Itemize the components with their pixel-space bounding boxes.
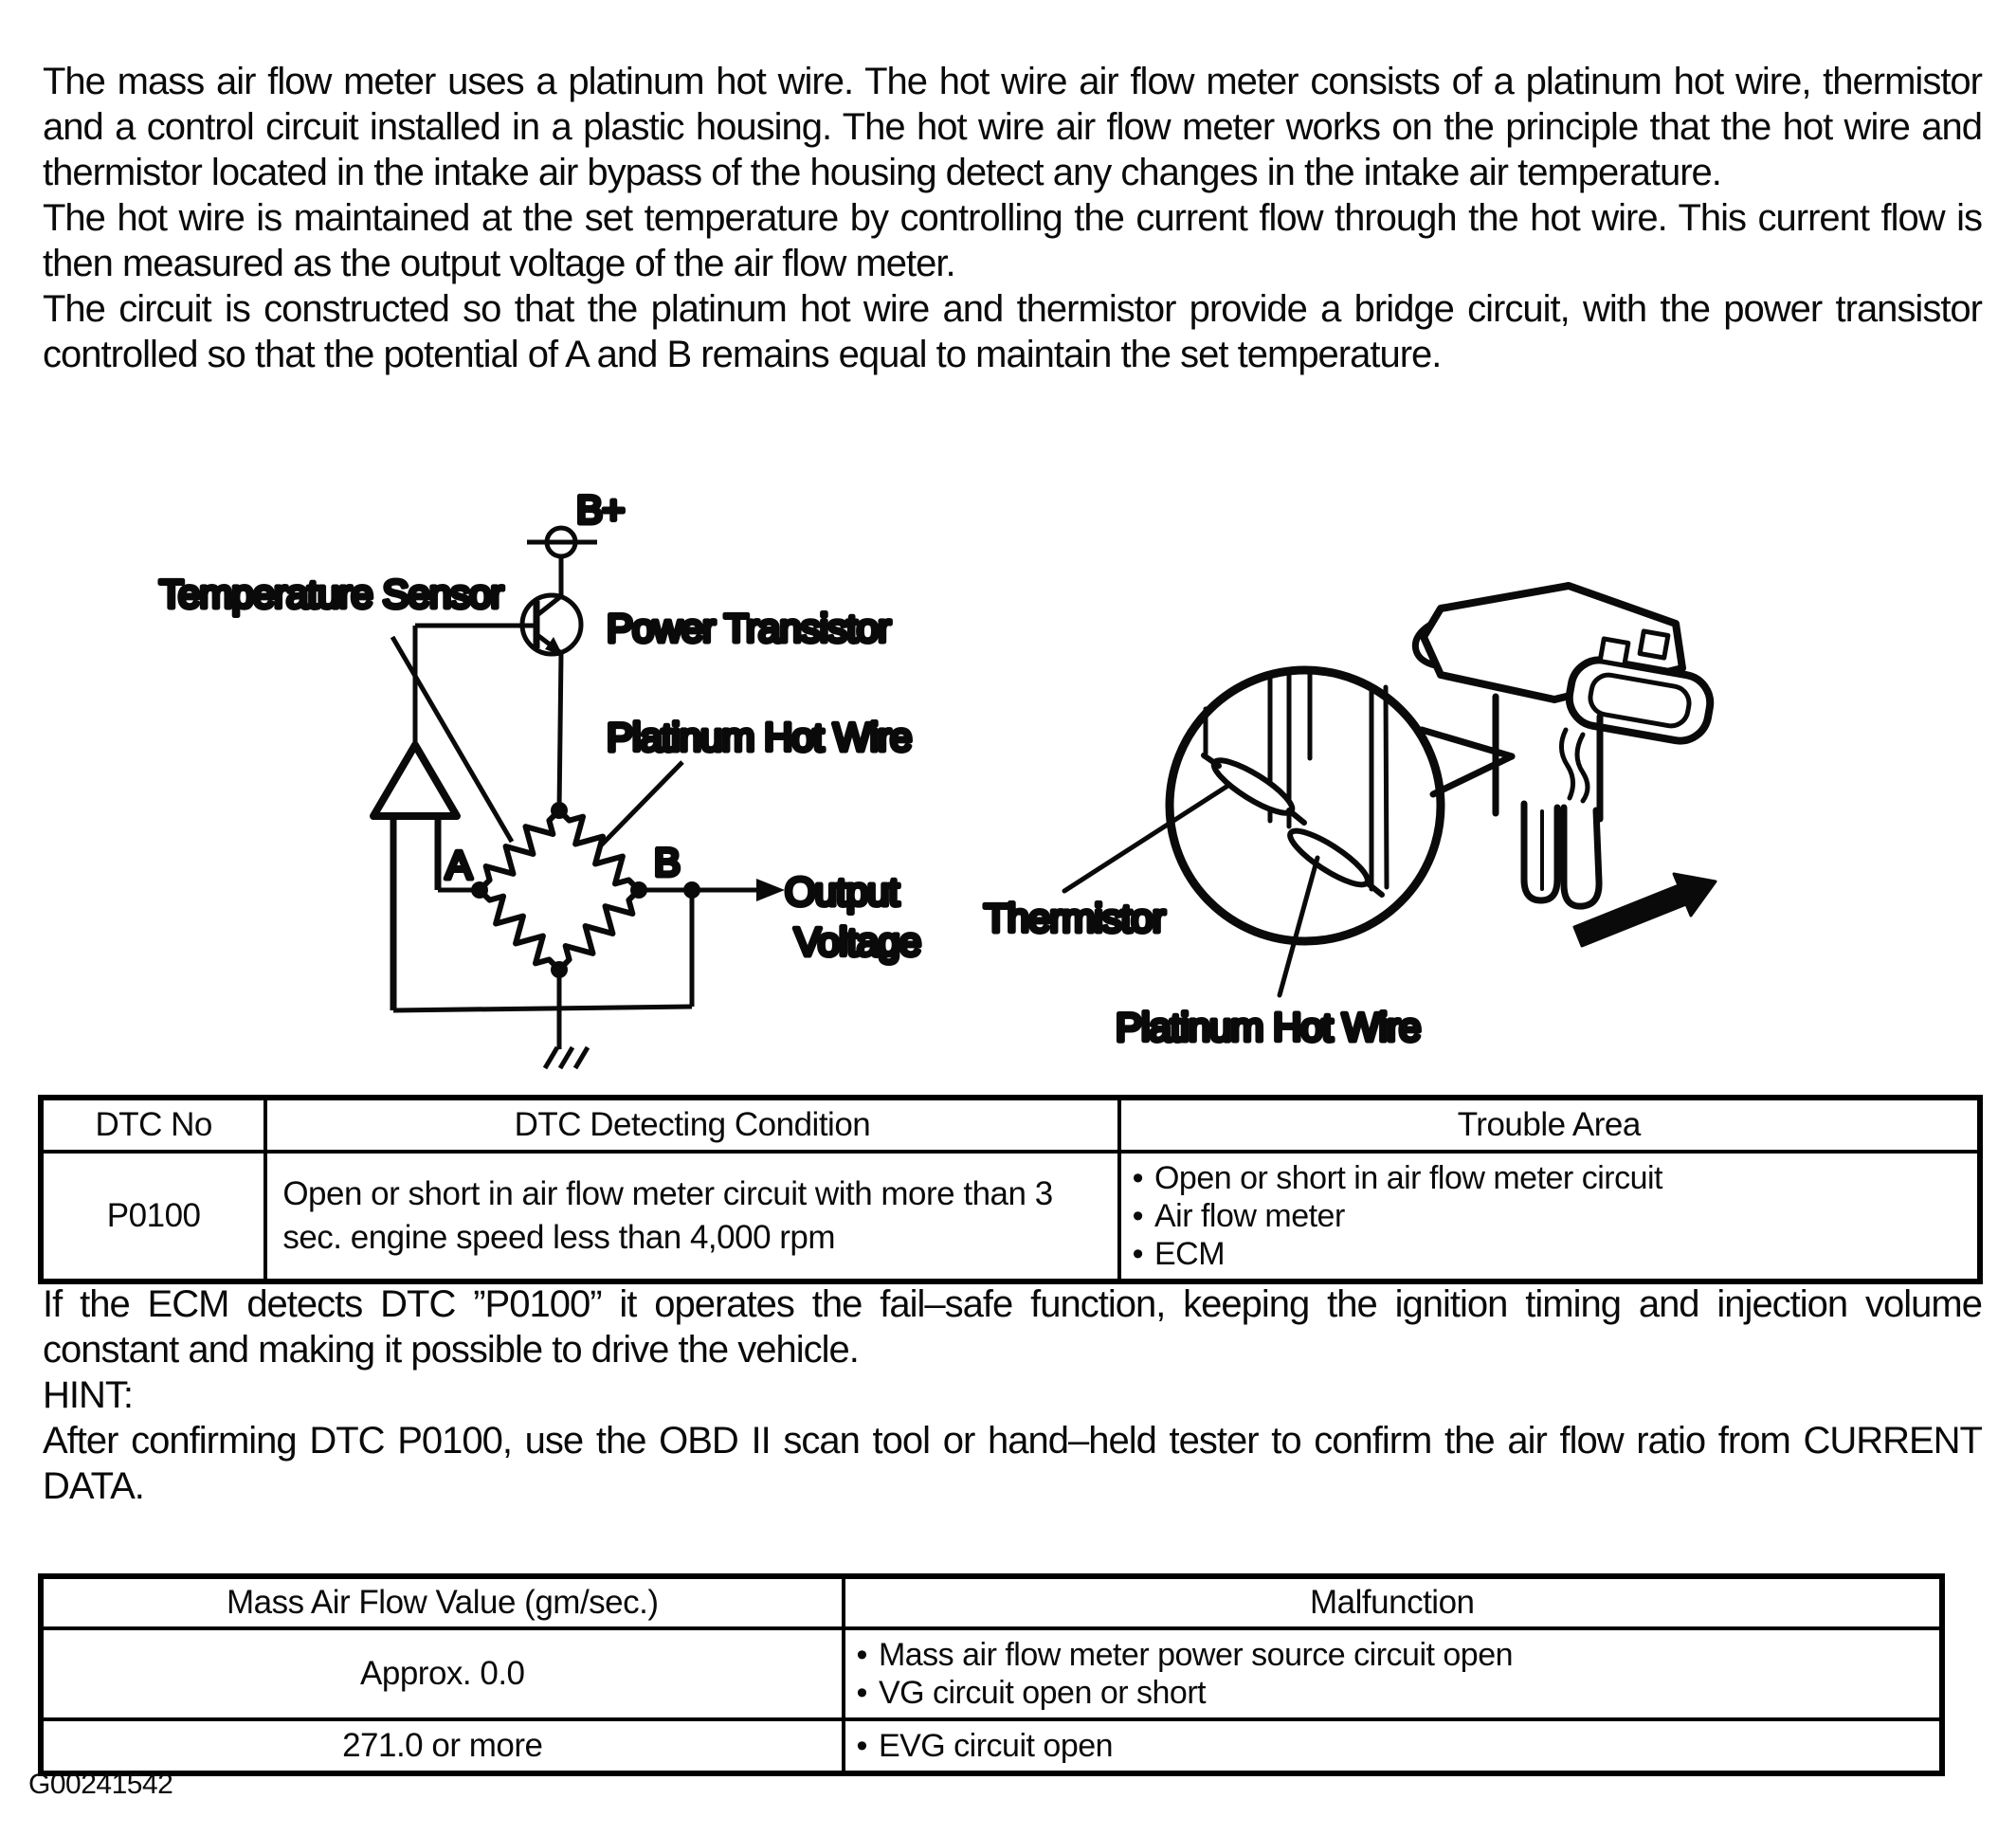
temperature-sensor-label: Temperature Sensor <box>159 572 503 616</box>
output-voltage-label-line1: Output <box>785 869 899 914</box>
b-plus-label: B+ <box>576 487 625 532</box>
hint-paragraph: After confirming DTC P0100, use the OBD II scan tool or hand–held tester to confirm the air flow ratio from CURRENT DATA. <box>43 1420 1982 1507</box>
hint-label: HINT: <box>43 1374 133 1416</box>
maf-sensor-body <box>1411 586 1715 906</box>
malfunction-cell <box>844 1719 1942 1773</box>
connector-mouth-icon <box>1565 656 1715 746</box>
dtc-condition-header: DTC Detecting Condition <box>265 1098 1118 1152</box>
malfunction-item: • Mass air flow meter power source circuit open <box>857 1636 1928 1674</box>
dtc-table-header-row <box>41 1098 1980 1152</box>
dtc-no-header: DTC No <box>41 1098 265 1152</box>
opamp-icon <box>373 745 457 1010</box>
thermistor-leader-line <box>1064 785 1229 891</box>
trouble-area-item: • Air flow meter <box>1133 1197 1966 1235</box>
hot-wire-leader-line <box>601 762 682 845</box>
failsafe-text <box>43 1281 1982 1509</box>
node-b-label: B <box>654 840 681 884</box>
intro-paragraph-2: The hot wire is maintained at the set temperature by controlling the current flow through the hot wire. This current flow is then measured as the output voltage of the air flow meter. <box>43 197 1982 284</box>
maf-value-cell: 271.0 or more <box>41 1719 844 1773</box>
circuit-diagram <box>159 487 920 1068</box>
failsafe-paragraph: If the ECM detects DTC ”P0100” it operates the fail–safe function, keeping the ignition timing and injection volume constant and making it possible to drive the vehicle. <box>43 1283 1982 1371</box>
malfunction-header: Malfunction <box>844 1576 1942 1628</box>
malfunction-cell <box>844 1628 1942 1719</box>
sensor-illustration <box>984 586 1716 1049</box>
malfunction-item: • EVG circuit open <box>857 1727 1928 1765</box>
malfunction-item: • VG circuit open or short <box>857 1674 1928 1712</box>
ground-icon <box>545 1047 588 1068</box>
intro-paragraph-3: The circuit is constructed so that the platinum hot wire and thermistor provide a bridge circuit, with the power transistor controlled so that the potential of A and B remains equal to maintain the set temperature. <box>43 288 1982 375</box>
dtc-table <box>38 1095 1983 1284</box>
platinum-hot-wire-label: Platinum Hot Wire <box>607 715 912 759</box>
dtc-table-row <box>41 1152 1980 1281</box>
output-arrowhead-icon <box>756 879 785 901</box>
trouble-area-cell <box>1119 1152 1980 1281</box>
probe-prong-right <box>1564 808 1599 906</box>
thermistor-label: Thermistor <box>984 896 1165 940</box>
power-transistor-icon <box>415 595 581 810</box>
maf-value-table <box>38 1573 1945 1776</box>
connector-pin <box>1600 639 1628 665</box>
dtc-condition-cell: Open or short in air flow meter circuit with more than 3 sec. engine speed less than 4,000 rpm <box>265 1152 1118 1281</box>
figure-code: G00241542 <box>28 1769 173 1800</box>
trouble-area-item: • ECM <box>1133 1235 1966 1273</box>
connector-pin <box>1640 631 1668 658</box>
hot-wire-element-icon <box>1284 823 1382 895</box>
battery-terminal-icon <box>527 528 597 596</box>
maf-table-row <box>41 1719 1942 1773</box>
power-transistor-label: Power Transistor <box>607 606 891 650</box>
maf-value-header: Mass Air Flow Value (gm/sec.) <box>41 1576 844 1628</box>
trouble-area-header: Trouble Area <box>1119 1098 1980 1152</box>
maf-table-header-row <box>41 1576 1942 1628</box>
node-a-label: A <box>445 843 472 887</box>
maf-table-row <box>41 1628 1942 1719</box>
intro-paragraph-1: The mass air flow meter uses a platinum hot wire. The hot wire air flow meter consists of a platinum hot wire, thermistor and a control circuit installed in a plastic housing. The hot wire air flow meter works on the principle that the hot wire and thermistor located in the intake air bypass of the housing detect any changes in the intake air temperature. <box>43 61 1982 193</box>
stem-clip <box>1577 735 1588 801</box>
stem-clip <box>1561 730 1572 798</box>
hot-wire-leader-line <box>1280 858 1317 995</box>
trouble-area-item: • Open or short in air flow meter circuit <box>1133 1159 1966 1197</box>
platinum-hot-wire-label: Platinum Hot Wire <box>1116 1005 1421 1049</box>
output-voltage-label-line2: Voltage <box>794 919 921 964</box>
maf-value-cell: Approx. 0.0 <box>41 1628 844 1719</box>
circuit-wires <box>393 890 756 1049</box>
dtc-no-cell: P0100 <box>41 1152 265 1281</box>
